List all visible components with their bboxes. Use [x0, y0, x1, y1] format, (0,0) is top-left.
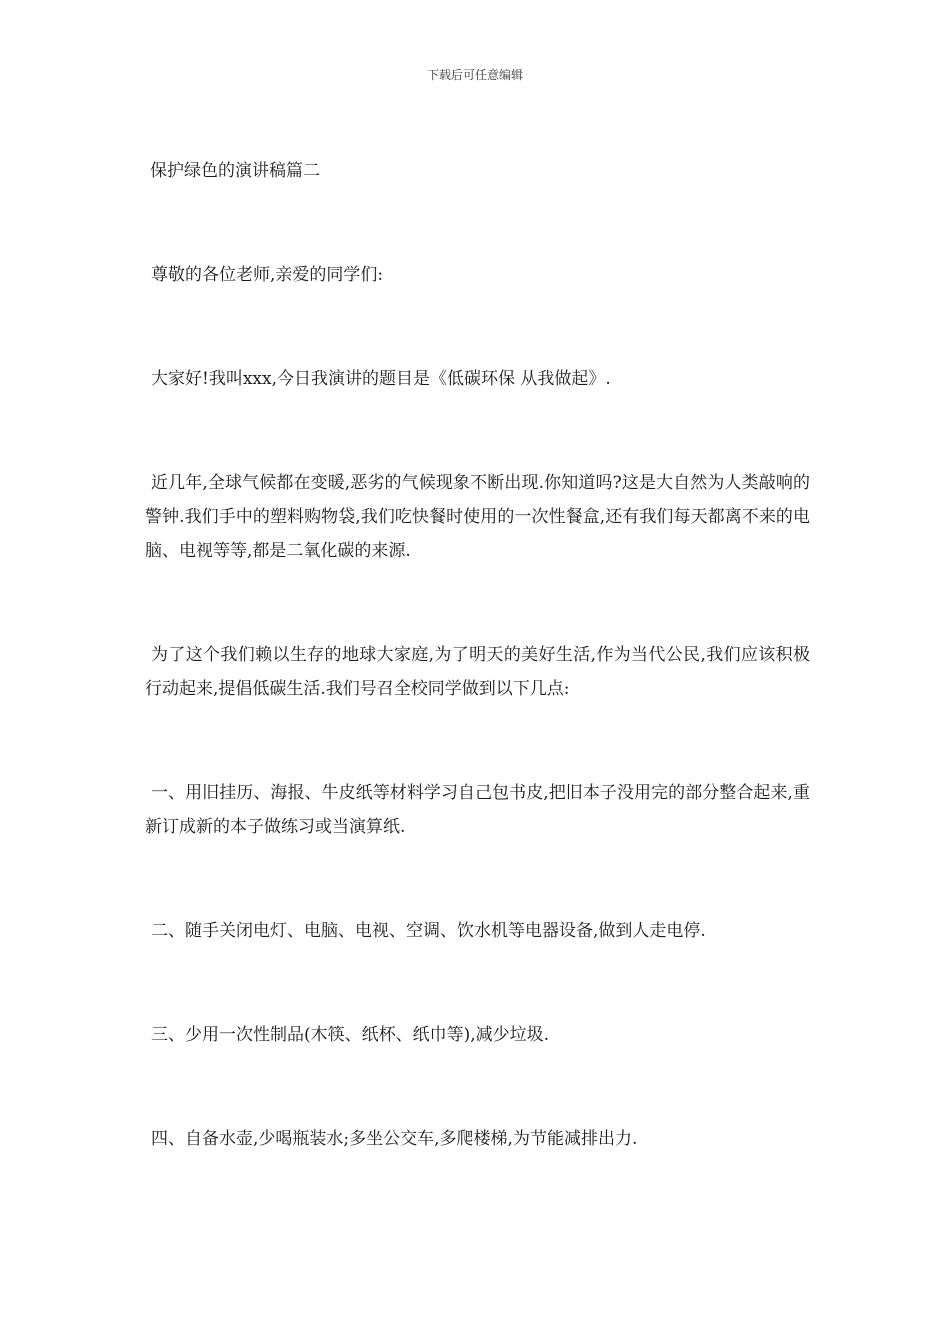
paragraph-point-four: 四、自备水壶,少喝瓶装水;多坐公交车,多爬楼梯,为节能减排出力.: [151, 1129, 638, 1149]
paragraph-point-one: 一、用旧挂历、海报、牛皮纸等材料学习自己包书皮,把旧本子没用完的部分整合起来,重新订成新的本子做练习或当演算纸.: [145, 783, 810, 837]
document-title: 保护绿色的演讲稿篇二: [150, 161, 320, 181]
paragraph-salutation: 尊敬的各位老师,亲爱的同学们:: [151, 265, 384, 285]
paragraph-call-to-action: 为了这个我们赖以生存的地球大家庭,为了明天的美好生活,作为当代公民,我们应该积极行动起来,提倡低碳生活.我们号召全校同学做到以下几点:: [145, 645, 810, 699]
paragraph-point-three: 三、少用一次性制品(木筷、纸杯、纸巾等),减少垃圾.: [151, 1025, 550, 1045]
paragraph-point-two: 二、随手关闭电灯、电脑、电视、空调、饮水机等电器设备,做到人走电停.: [151, 921, 706, 941]
header-note: 下载后可任意编辑: [426, 68, 523, 82]
paragraph-greeting: 大家好!我叫xxx,今日我演讲的题目是《低碳环保 从我做起》.: [151, 369, 611, 389]
paragraph-climate: 近几年,全球气候都在变暖,恶劣的气候现象不断出现.你知道吗?这是大自然为人类敲响的警钟.我们手中的塑料购物袋,我们吃快餐时使用的一次性餐盒,还有我们每天都离不来的电脑、电视等等,都是二氧化碳的来源.: [145, 473, 810, 561]
document-body: [145, 154, 810, 1226]
